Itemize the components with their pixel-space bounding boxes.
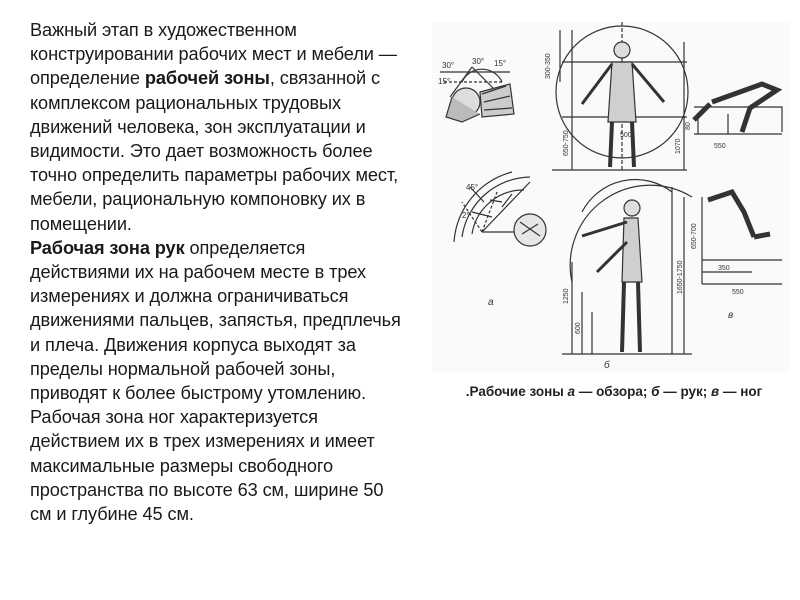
dim-label: 650-750 xyxy=(563,130,570,156)
arm-zone-side xyxy=(562,179,692,371)
ergonomic-zones-figure xyxy=(432,22,790,372)
ergonomic-diagram xyxy=(432,22,790,372)
caption-prefix: .Рабочие зоны xyxy=(465,384,568,399)
dim-label: 1650-1750 xyxy=(677,260,684,294)
term-working-zone: рабочей зоны xyxy=(144,68,270,89)
caption-mid2: — рук; xyxy=(659,384,712,399)
paragraph-working-zone xyxy=(30,18,402,236)
caption-b: б xyxy=(651,384,660,399)
leg-zone xyxy=(685,84,782,321)
angle-label: 15° xyxy=(438,77,451,86)
dim-label: 1250 xyxy=(563,288,570,304)
angle-label: 30° xyxy=(472,57,485,66)
angle-label: 45° xyxy=(466,183,479,192)
dim-label: 80 xyxy=(685,122,692,130)
p1-text: Важный этап в художественном конструировании рабочих мест и мебели — определение xyxy=(30,20,397,89)
angle-label: 2° xyxy=(462,211,470,220)
dim-label: 1070 xyxy=(675,138,682,154)
p1-text-cont: , связанной с комплексом рациональных трудовых движений человека, зон эксплуатации и видимости. Это дает возможность более точно определить параметры рабочих мест, мебели, рациональную компоновку их в помещении. xyxy=(30,68,399,234)
caption-suffix: — ног xyxy=(719,384,763,399)
dim-label: 550 xyxy=(714,143,726,150)
dim-label: 300-350 xyxy=(545,53,552,79)
vision-zone-bottom xyxy=(454,172,546,308)
caption-v: в xyxy=(711,384,720,399)
vision-zone-top xyxy=(438,57,514,122)
figure-caption xyxy=(444,382,784,401)
panel-label-a: а xyxy=(488,297,494,308)
p2-text: определяется действиями их на рабочем месте в трех измерениях и должна ограничиваться движениями пальцев, запястья, предплечья и плеча. Движения корпуса выходят за пределы нормальной рабочей зоны, приводят к более быстрому утомлению. Рабочая зона ног характеризуется действием их в трех измерениях и имеет максимальные размеры свободного пространства по высоте 63 см, ширине 50 см и глубине 45 см. xyxy=(30,237,401,525)
term-hand-zone: Рабочая зона рук xyxy=(30,237,185,258)
dim-label: 600 xyxy=(575,322,582,334)
panel-label-b: б xyxy=(604,360,610,371)
caption-a: а xyxy=(567,384,576,399)
panel-label-v: в xyxy=(728,310,734,321)
dim-label: 650-700 xyxy=(691,223,698,249)
body-text xyxy=(30,18,402,526)
caption-mid1: — обзора; xyxy=(575,384,652,399)
angle-label: 30° xyxy=(442,61,455,70)
angle-label: 15° xyxy=(494,59,507,68)
arm-zone-front xyxy=(545,22,688,170)
dim-label: 500 xyxy=(620,132,632,139)
paragraph-hand-zone xyxy=(30,236,402,526)
dim-label: 550 xyxy=(732,289,744,296)
dim-label: 350 xyxy=(718,265,730,272)
